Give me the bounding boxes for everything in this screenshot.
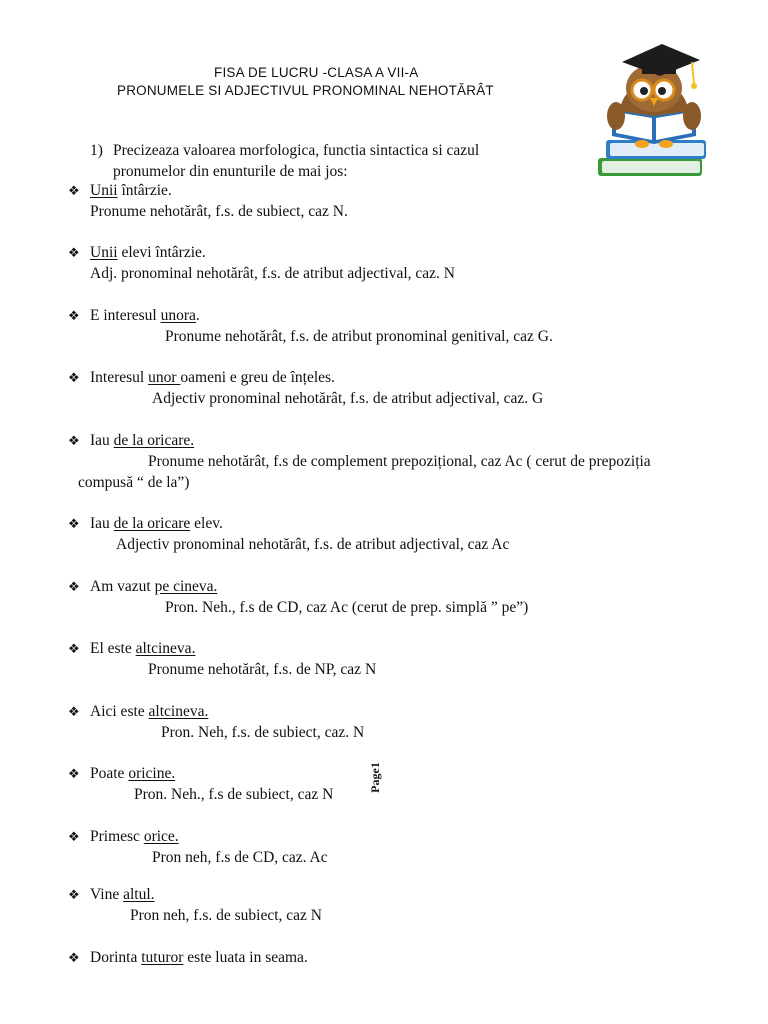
owl-with-books-illustration [592, 40, 718, 195]
list-item [0, 181, 768, 225]
answer: Pronume nehotărât, f.s. de atribut pronominal genitival, caz G. [165, 328, 553, 345]
highlighted-word: unora [160, 307, 196, 324]
task-line-1: Precizeaza valoarea morfologica, functia sintactica si cazul [113, 142, 480, 159]
highlighted-word: unor [148, 369, 181, 386]
sentence: Poate oricine. [90, 765, 176, 782]
sentence: Primesc orice. [90, 828, 179, 845]
sentence: Aici este altcineva. [90, 703, 209, 720]
answer: Adjectiv pronominal nehotărât, f.s. de atribut adjectival, caz. G [152, 390, 544, 407]
bullet-diamond-icon: ❖ [68, 887, 80, 902]
bullet-diamond-icon: ❖ [68, 766, 80, 781]
list-item [0, 948, 768, 970]
list-item [0, 306, 768, 350]
highlighted-word: orice. [143, 828, 179, 845]
list-item [0, 702, 768, 746]
bullet-diamond-icon: ❖ [68, 308, 80, 323]
sentence: Iau de la oricare elev. [90, 515, 223, 532]
highlighted-word: Unii [90, 182, 118, 199]
sentence: Vine altul. [90, 886, 155, 903]
highlighted-word: altul. [123, 886, 155, 903]
task-line-2: pronumelor din enunturile de mai jos: [113, 163, 348, 180]
list-item [0, 431, 768, 497]
list-item [0, 243, 768, 287]
list-item [0, 885, 768, 929]
bullet-diamond-icon: ❖ [68, 579, 80, 594]
sentence: Iau de la oricare. [90, 432, 195, 449]
bullet-diamond-icon: ❖ [68, 183, 80, 198]
bullet-diamond-icon: ❖ [68, 704, 80, 719]
answer: Pronume nehotărât, f.s. de NP, caz N [148, 661, 377, 678]
highlighted-word: de la oricare. [113, 432, 195, 449]
highlighted-word: pe cineva. [154, 578, 218, 595]
highlighted-word: altcineva. [135, 640, 196, 657]
answer: Pronume nehotărât, f.s. de subiect, caz N. [90, 203, 348, 220]
answer-continuation: compusă “ de la”) [78, 474, 190, 491]
answer: Pron neh, f.s. de subiect, caz N [130, 907, 322, 924]
answer: Adjectiv pronominal nehotărât, f.s. de atribut adjectival, caz Ac [116, 536, 510, 553]
sentence: El este altcineva. [90, 640, 196, 657]
answer: Adj. pronominal nehotărât, f.s. de atribut adjectival, caz. N [90, 265, 455, 282]
bullet-diamond-icon: ❖ [68, 245, 80, 260]
list-item [0, 514, 768, 558]
answer: Pron neh, f.s de CD, caz. Ac [152, 849, 328, 866]
highlighted-word: tuturor [141, 949, 184, 966]
list-item [0, 577, 768, 621]
highlighted-word: altcineva. [148, 703, 209, 720]
bullet-diamond-icon: ❖ [68, 516, 80, 531]
highlighted-word: Unii [90, 244, 118, 261]
bullet-diamond-icon: ❖ [68, 641, 80, 656]
worksheet-subtitle: PRONUMELE SI ADJECTIVUL PRONOMINAL NEHOTĂRÂT [117, 83, 494, 98]
list-item [0, 368, 768, 412]
sentence: Interesul unor oameni e greu de înțeles. [90, 369, 335, 386]
answer: Pron. Neh., f.s de CD, caz Ac (cerut de prep. simplă ” pe”) [165, 599, 529, 616]
bullet-diamond-icon: ❖ [68, 370, 80, 385]
page-number-label: Page1 [367, 762, 382, 793]
sentence: Unii elevi întârzie. [90, 244, 206, 261]
sentence: Unii întârzie. [90, 182, 172, 199]
list-item [0, 827, 768, 871]
answer: Pron. Neh., f.s de subiect, caz N [134, 786, 334, 803]
bullet-diamond-icon: ❖ [68, 950, 80, 965]
answer: Pron. Neh, f.s. de subiect, caz. N [161, 724, 365, 741]
sentence: Am vazut pe cineva. [90, 578, 218, 595]
list-item [0, 639, 768, 683]
highlighted-word: de la oricare [113, 515, 191, 532]
bullet-diamond-icon: ❖ [68, 433, 80, 448]
sentence: Dorinta tuturor este luata in seama. [90, 949, 308, 966]
sentence: E interesul unora. [90, 307, 200, 324]
worksheet-title: FISA DE LUCRU -CLASA A VII-A [214, 65, 419, 80]
highlighted-word: oricine. [128, 765, 176, 782]
task-number: 1) [90, 142, 103, 159]
bullet-diamond-icon: ❖ [68, 829, 80, 844]
answer: Pronume nehotărât, f.s de complement prepozițional, caz Ac ( cerut de prepoziția [148, 453, 651, 470]
